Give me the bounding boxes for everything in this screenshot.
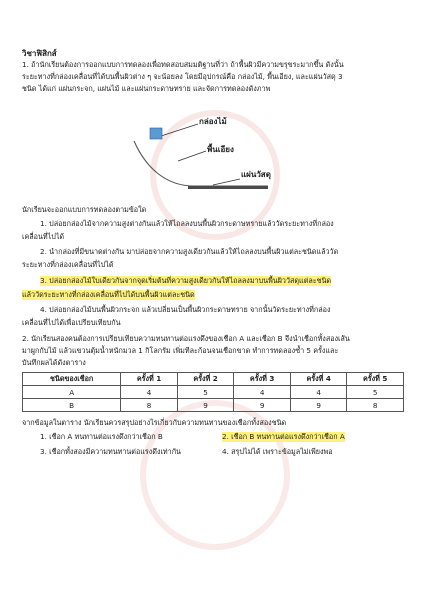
q2-text-line1: 2. นักเรียนสองคนต้องการเปรียบเทียบความทนทานต่อแรงดึงของเชือก A และเชือก B จึงนำเชือกทั้งสองเส้น [22,334,350,343]
table-cell: 4 [121,386,178,399]
q2-option4[interactable]: 4. สรุปไม่ได้ เพราะข้อมูลไม่เพียงพอ [222,447,333,456]
q1-text-line1: 1. ถ้านักเรียนต้องการออกแบบการทดลองเพื่อทดสอบสมมติฐานที่ว่า ถ้าพื้นผิวมีความขรุขระมากขึ้น ดังนั้น [22,60,344,69]
q1-text-line2: ระยะทางที่กล่องเคลื่อนที่ได้บนพื้นผิวต่าง ๆ จะน้อยลง โดยมีอุปกรณ์คือ กล่องไม้, พื้นเอียง, และแผ่นวัสดุ 3 [22,72,343,81]
table-header-cell: ครั้งที่ 5 [347,373,404,386]
q2-text-line2: มาผูกกับไม้ แล้วแขวนตุ้มน้ำหนักมวล 1 กิโลกรัม เพิ่มทีละก้อนจนเชือกขาด ทำการทดลองซ้ำ 5 ครั้งและ [22,346,339,355]
q1-design-intro: นักเรียนจะออกแบบการทดลองตามข้อใด [22,205,147,214]
table-cell: A [23,386,121,399]
q1-option1-line1[interactable]: 1. ปล่อยกล่องไม้จากความสูงต่างกันแล้วให้ไถลลงบนพื้นผิวกระดาษทรายแล้ววัดระยะทางที่กล่อง [40,219,334,228]
table-cell: 9 [290,399,347,412]
table-header-row [23,373,404,386]
q1-option3-line2-highlighted[interactable]: แล้ววัดระยะทางที่กล่องเคลื่อนที่ไปได้บนพื้นผิวแต่ละชนิด [22,290,195,299]
q2-text-line3: บันทึกผลได้ดังตาราง [22,358,86,367]
q1-option4-line2[interactable]: เคลื่อนที่ไปได้เพื่อเปรียบเทียบกัน [22,318,121,327]
label-ramp: พื้นเอียง [207,145,234,154]
table-header-cell: ครั้งที่ 1 [121,373,178,386]
table-cell: 8 [121,399,178,412]
q2-option1[interactable]: 1. เชือก A ทนทานต่อแรงดึงกว่าเชือก B [40,432,163,441]
q1-option2-line2[interactable]: ระยะทางที่กล่องเคลื่อนที่ไปได้ [22,260,114,269]
table-cell: B [23,399,121,412]
material-surface [188,186,268,189]
table-cell: 5 [347,386,404,399]
q1-option3-line1-highlighted[interactable]: 3. ปล่อยกล่องไม้ใบเดียวกันจากจุดเริ่มต้นที่ความสูงเดียวกันให้ไถลลงมาบนพื้นผิววัสดุแต่ละชนิด [40,276,332,285]
table-header-cell: ครั้งที่ 2 [177,373,234,386]
table-header-cell: ชนิดของเชือก [23,373,121,386]
table-cell: 4 [290,386,347,399]
table-header-cell: ครั้งที่ 3 [234,373,291,386]
q2-conclusion-prompt: จากข้อมูลในตาราง นักเรียนควรสรุปอย่างไรเกี่ยวกับความทนทานของเชือกทั้งสองชนิด [22,418,287,427]
table-row [23,399,404,412]
table-cell: 9 [234,399,291,412]
q2-option3[interactable]: 3. เชือกทั้งสองมีความทนทานต่อแรงดึงเท่ากัน [40,447,181,456]
box-label-pointer [161,124,198,136]
table-cell: 9 [177,399,234,412]
table-cell: 4 [234,386,291,399]
wooden-box-shape [150,128,162,139]
surface-label-pointer [213,179,240,185]
subject-title: วิชาฟิสิกส์ [22,49,57,58]
q1-option1-line2[interactable]: เคลื่อนที่ไปได้ [22,232,65,241]
q2-option2-highlighted[interactable]: 2. เชือก B ทนทานต่อแรงดึงกว่าเชือก A [222,432,345,441]
table-cell: 5 [177,386,234,399]
q1-option4-line1[interactable]: 4. ปล่อยกล่องไม้บนพื้นผิวกระจก แล้วเปลี่ยนเป็นพื้นผิวกระดาษทราย จากนั้นวัดระยะทางที่กล่อง [40,305,331,314]
label-wooden-box: กล่องไม้ [199,117,227,126]
table-header-cell: ครั้งที่ 4 [290,373,347,386]
q1-text-line3: ชนิด ได้แก่ แผ่นกระจก, แผ่นไม้ และแผ่นกระดาษทราย และจัดการทดลองดังภาพ [22,84,271,93]
rope-results-table [22,372,404,412]
table-row [23,386,404,399]
ramp-label-pointer [178,151,206,161]
table-cell: 8 [347,399,404,412]
label-material-sheet: แผ่นวัสดุ [241,170,271,179]
q1-option2-line1[interactable]: 2. นำกล่องที่มีขนาดต่างกัน มาปล่อยจากความสูงเดียวกันแล้วให้ไถลลงบนพื้นผิวแต่ละชนิดแล้ววัด [40,247,339,256]
